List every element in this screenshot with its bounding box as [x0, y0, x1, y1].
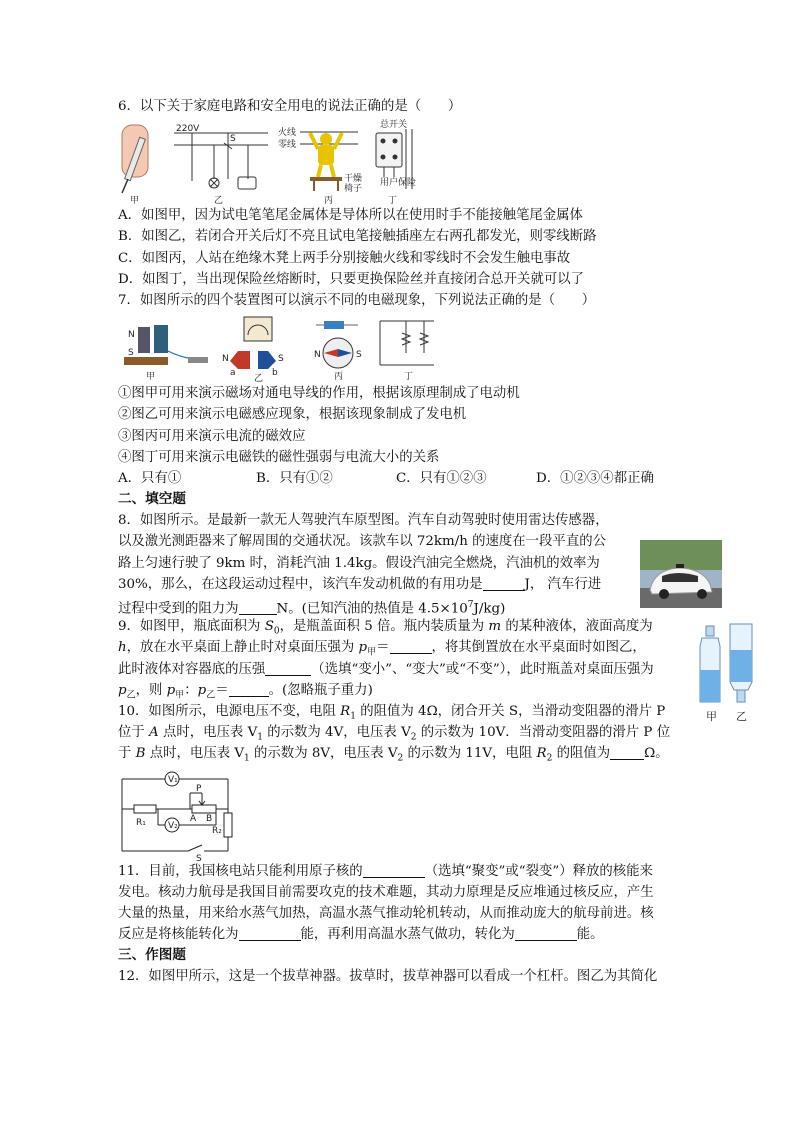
- q7-choices: [118, 468, 678, 489]
- q6-stem: 6．以下关于家庭电路和安全用电的说法正确的是（ ）: [118, 99, 462, 114]
- svg-text:S: S: [356, 350, 362, 361]
- q10-figure: [118, 765, 678, 861]
- q7-statement-4: ④图丁可用来演示电磁铁的磁性强弱与电流大小的关系: [118, 449, 440, 465]
- q11-blank-energy-2[interactable]: [515, 926, 577, 941]
- figure-ding-electromagnets: [380, 321, 434, 382]
- q7-choice-d: D．①②③④都正确: [536, 470, 654, 486]
- svg-text:B: B: [206, 813, 213, 824]
- q8-blank-resistance[interactable]: [239, 600, 277, 615]
- q7-choice-b: B．只有①②: [256, 470, 333, 486]
- svg-text:零线: 零线: [278, 140, 297, 151]
- svg-text:220V: 220V: [176, 124, 200, 135]
- svg-text:A: A: [190, 813, 197, 824]
- q6-figure-svg: [118, 119, 448, 205]
- caption-ding: 丁: [388, 196, 398, 206]
- q11-blank-energy-1[interactable]: [239, 926, 301, 941]
- caption-bing: 丙: [324, 196, 334, 206]
- q8-line-1: 8．如图所示。是最新一款无人驾驶汽车原型图。汽车自动驾驶时使用雷达传感器，: [118, 513, 609, 529]
- svg-text:S: S: [196, 853, 202, 861]
- figure-jia-electromagnet: [124, 325, 208, 382]
- q9-line-1: 9．如图甲，瓶底面积为 $S_0$，是瓶盖面积 5 倍。瓶内装质量为 m 的某种液体，液面高度为: [118, 619, 653, 637]
- figure-bing-person: [278, 126, 362, 205]
- figure-bing-compass: [314, 321, 362, 382]
- q10-line-2: 位于 A 点时，电压表 $V_1$ 的示数为 4V，电压表 $V_2$ 的示数为 10V．当滑动变阻器的滑片 P 位: [118, 725, 671, 743]
- figure-jia-test-pen: [122, 125, 148, 205]
- q11-line-4: 反应是将核能转化为 能，再利用高温水蒸气做功，转化为 能。: [118, 927, 604, 943]
- q7-choice-c: C．只有①②③: [396, 470, 487, 486]
- caption-yi: 乙: [254, 374, 264, 384]
- caption-yi: 乙: [214, 196, 224, 206]
- figure-yi-circuit: [174, 124, 268, 205]
- svg-text:干燥: 干燥: [344, 174, 363, 185]
- q8-line-4: 30%，那么，在这段运动过程中，该汽车发动机做的有用功是 J， 汽车行进: [118, 576, 602, 592]
- q9-blank-change[interactable]: [265, 661, 311, 676]
- q7-figure-svg: [118, 311, 438, 383]
- svg-text:用户保险: 用户保险: [380, 178, 417, 189]
- q10-circuit-svg: [118, 771, 238, 861]
- svg-text:S: S: [230, 134, 236, 145]
- bottle-caption-jia: 甲: [706, 710, 717, 723]
- exam-page: [118, 96, 678, 988]
- q7-statement-1: ①图甲可用来演示磁场对通电导线的作用，根据该原理制成了电动机: [118, 386, 520, 402]
- q6-option-a: A．如图甲，因为试电笔笔尾金属体是导体所以在使用时手不能接触笔尾金属体: [118, 208, 583, 224]
- rheostat: [192, 805, 216, 813]
- bottle-caption-yi: 乙: [736, 710, 747, 723]
- svg-text:R₂: R₂: [212, 825, 222, 836]
- bottles-figure: [696, 620, 758, 728]
- q8-line-5: 过程中受到的阻力为 N。(已知汽油的热值是 $4.5\times 10^7J/kg$): [118, 600, 506, 617]
- r2-resistor: [224, 813, 232, 837]
- q12-line-1: 12．如图甲所示，这是一个拔草神器。拔草时，拔草神器可以看成一个杠杆。图乙为其简化: [118, 969, 658, 985]
- q10-line-3: 于 B 点时，电压表 $V_1$ 的示数为 8V，电压表 $V_2$ 的示数为 11V，电阻 $R_2$ 的阻值为 Ω。: [118, 746, 669, 764]
- svg-text:P: P: [196, 783, 202, 794]
- svg-text:N: N: [222, 354, 229, 365]
- q7-statement-3: ③图丙可用来演示电流的磁效应: [118, 428, 306, 444]
- svg-text:R₁: R₁: [136, 817, 146, 828]
- q6-option-c: C．如图丙，人站在绝缘木凳上两手分别接触火线和零线时不会发生触电事故: [118, 250, 571, 266]
- q10-line-1: 10．如图所示，电源电压不变，电阻 $R_1$ 的阻值为 4Ω，闭合开关 S，当滑动变阻器的滑片 P: [118, 703, 666, 722]
- q6-option-d: D．如图丁，当出现保险丝熔断时，只要更换保险丝并直接闭合总开关就可以了: [118, 271, 585, 287]
- q8-line-2: 以及激光测距器来了解周围的交通状况。该款车以 72km/h 的速度在一段平直的公: [118, 534, 606, 550]
- svg-text:N: N: [314, 350, 321, 361]
- svg-text:b: b: [272, 368, 278, 379]
- q7-choice-a: A．只有①: [118, 470, 182, 486]
- q10-blank-r2[interactable]: [610, 745, 644, 760]
- bottle-yi: [730, 624, 752, 702]
- q6-option-b: B．如图乙，若闭合开关后灯不亮且试电笔接触插座左右两孔都发光，则零线断路: [118, 229, 597, 245]
- svg-text:S: S: [128, 348, 134, 359]
- q11-line-1: 11．目前，我国核电站只能利用原子核的 （选填“聚变”或“裂变”）释放的核能来: [118, 863, 653, 879]
- q6-figures: [118, 117, 678, 205]
- svg-text:V₂: V₂: [168, 820, 178, 831]
- svg-text:火线: 火线: [278, 128, 297, 139]
- q9-line-3: 此时液体对容器底的压强 （选填“变小”、“变大”或“不变”），此时瓶盖对桌面压强为: [118, 661, 654, 677]
- q9-blank-pressure[interactable]: [390, 639, 432, 654]
- self-driving-car-photo: [640, 540, 722, 608]
- caption-jia: 甲: [130, 196, 140, 206]
- q11-line-2: 发电。核动力航母是我国目前需要攻克的技术难题，其动力原理是反应堆通过核反应，产生: [118, 884, 654, 900]
- section-2-title: 二、填空题: [118, 491, 186, 508]
- q11-line-3: 大量的热量，用来给水蒸气加热，高温水蒸气推动轮机转动，从而推动庞大的航母前进。核: [118, 905, 654, 921]
- figure-ding-fuse-box: [376, 119, 416, 205]
- q8-blank-useful-work[interactable]: [483, 576, 525, 591]
- q11-blank-fission[interactable]: [363, 863, 425, 878]
- svg-text:椅子: 椅子: [344, 184, 363, 195]
- figure-yi-galvanometer: [222, 317, 284, 383]
- q9-blank-ratio[interactable]: [229, 682, 269, 697]
- caption-jia: 甲: [146, 372, 156, 383]
- q9-line-4: $p_乙$，则 $p_甲$：$p_乙=$ 。(忽略瓶子重力): [118, 682, 373, 701]
- q7-statement-2: ②图乙可用来演示电磁感应现象，根据该现象制成了发电机: [118, 407, 467, 423]
- svg-text:S: S: [278, 354, 284, 365]
- q7-figures: [118, 311, 678, 383]
- svg-text:V₁: V₁: [168, 774, 178, 785]
- q9-line-2: h，放在水平桌面上静止时对桌面压强为 $p_甲=$ ，将其倒置放在水平桌面时如图乙，: [118, 640, 646, 659]
- svg-text:总开关: 总开关: [380, 120, 408, 131]
- svg-text:a: a: [230, 368, 236, 379]
- section-3-title: 三、作图题: [118, 947, 186, 964]
- caption-bing: 丙: [334, 372, 344, 383]
- caption-ding: 丁: [404, 372, 414, 383]
- q8-line-3: 路上匀速行驶了 9km 时，消耗汽油 1.4kg。假设汽油完全燃烧，汽油机的效率为: [118, 555, 600, 571]
- svg-text:N: N: [128, 330, 135, 341]
- switch-s: [188, 845, 202, 851]
- bottle-jia: [700, 626, 720, 702]
- r1-resistor: [134, 805, 156, 813]
- q7-stem: 7．如图所示的四个装置图可以演示不同的电磁现象，下列说法正确的是（ ）: [118, 292, 596, 308]
